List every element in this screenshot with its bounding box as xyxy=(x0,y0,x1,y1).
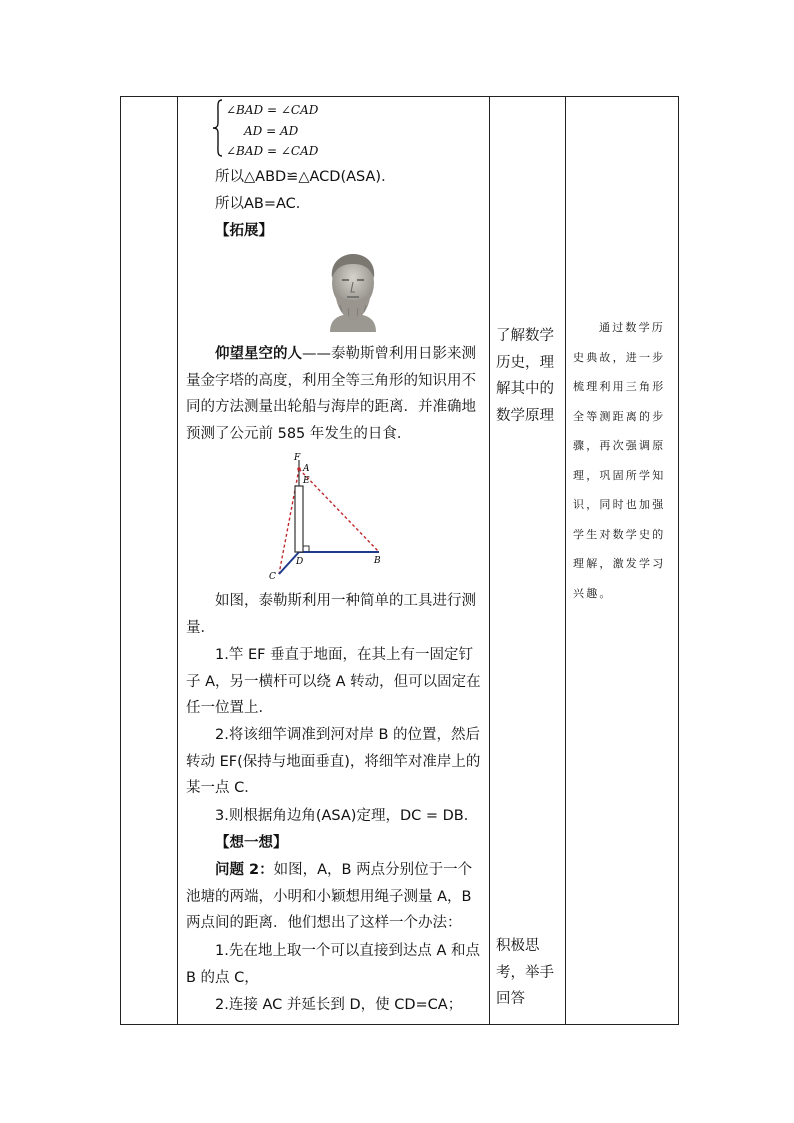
question-body: 如图，A，B 两点分别位于一个池塘的两端，小明和小颖想用绳子测量 A，B 两点间的距离．他们想出了这样一个办法： xyxy=(186,862,473,931)
label-f: F xyxy=(294,453,301,463)
sight-line-to-b xyxy=(299,469,379,552)
thales-story xyxy=(186,341,484,447)
equation-line: ∠BAD = ∠CAD xyxy=(226,144,319,158)
question-2 xyxy=(186,857,484,937)
student-activity-2: 积极思考，举手回答 xyxy=(496,938,554,1007)
design-intent-text: 通过数学历史典故，进一步梳理利用三角形全等测距离的步骤，再次强调原理，巩固所学知识，同时也加强学生对数学史的理解，激发学习兴趣。 xyxy=(573,321,666,600)
equation-line: AD = AD xyxy=(244,123,299,138)
step-3: 3.则根据角边角(ASA)定理，DC = DB． xyxy=(215,808,479,824)
intro-paragraph: 如图，泰勒斯利用一种简单的工具进行测量． xyxy=(186,593,476,636)
proof-system xyxy=(226,100,318,162)
conclusion-equal-sides: 所以AB=AC． xyxy=(215,196,311,212)
equation-line: ∠BAD = ∠CAD xyxy=(226,103,319,117)
label-e: E xyxy=(303,476,310,486)
design-intent xyxy=(573,313,673,608)
student-activity-1: 了解数学历史，理解其中的数学原理 xyxy=(496,328,554,424)
method-1: 1.先在地上取一个可以直接到达点 A 和点 B 的点 C， xyxy=(186,943,480,986)
story-title: 仰望星空的人 xyxy=(215,346,302,362)
expand-heading: 【拓展】 xyxy=(215,223,273,239)
point-a xyxy=(297,467,301,471)
question-label: 问题 2： xyxy=(215,862,274,878)
design-intent-cell xyxy=(566,97,680,1024)
think-heading: 【想一想】 xyxy=(215,835,288,851)
step-2: 2.将该细竿调准到河对岸 B 的位置，然后转动 EF(保持与地面垂直)，将细竿对准岸上的某一点 C． xyxy=(186,727,481,796)
label-a: A xyxy=(303,464,310,474)
student-activity-cell xyxy=(490,97,566,1024)
pole-ef xyxy=(295,486,303,552)
teaching-content-cell xyxy=(178,97,490,1024)
thales-portrait xyxy=(320,250,386,336)
thales-measurement-figure xyxy=(214,452,384,582)
story-body: ——泰勒斯曾利用日影来测量金字塔的高度，利用全等三角形的知识用不同的方法测量出轮船与海岸的距离．并准确地预测了公元前 585 年发生的日食． xyxy=(186,346,476,442)
label-b: B xyxy=(374,556,381,566)
conclusion-congruence: 所以△ABD≌△ACD(ASA)． xyxy=(215,169,396,185)
left-brace-icon xyxy=(212,99,224,157)
label-d: D xyxy=(296,557,304,567)
method-2: 2.连接 AC 并延长到 D，使 CD=CA； xyxy=(215,997,463,1013)
step-1: 1.竿 EF 垂直于地面，在其上有一固定钉子 A，另一横杆可以绕 A 转动，但可以固定在任一位置上． xyxy=(186,647,481,716)
label-c: C xyxy=(269,572,276,582)
lesson-table xyxy=(120,96,679,1025)
